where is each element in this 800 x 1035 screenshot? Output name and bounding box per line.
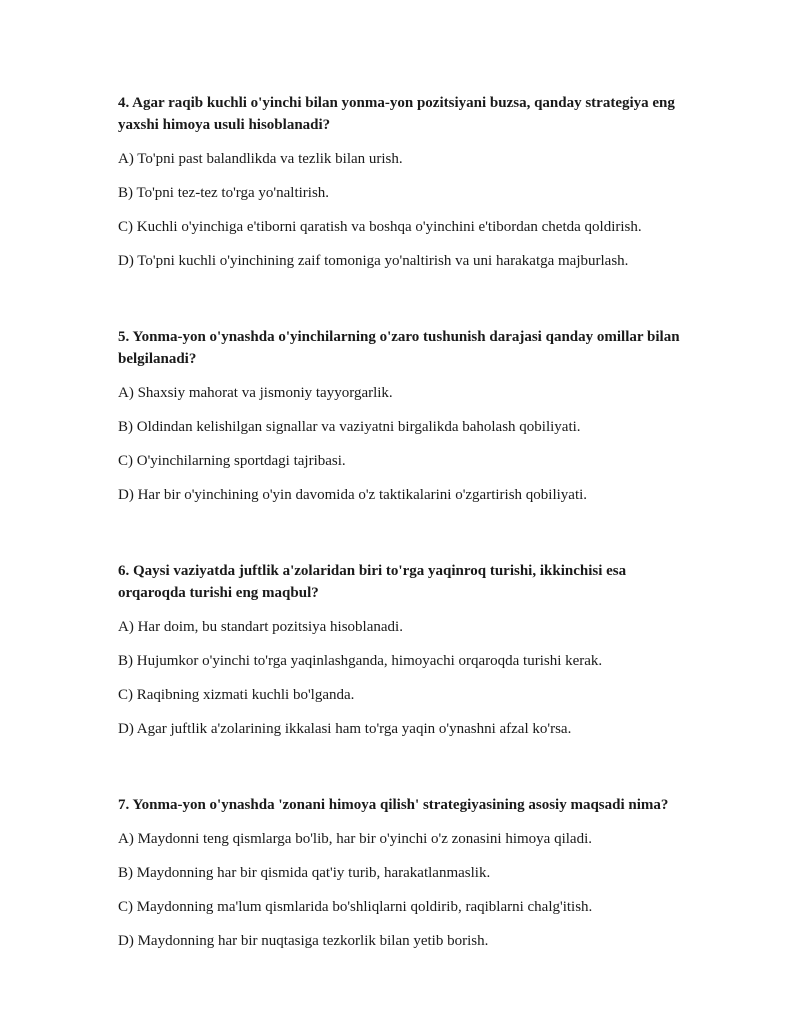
question-5 (118, 326, 688, 506)
question-4 (118, 92, 688, 272)
answer-option-b: B) Oldindan kelishilgan signallar va vaziyatni birgalikda baholash qobiliyati. (118, 419, 581, 435)
answer-option-d: D) Agar juftlik a'zolarining ikkalasi ham to'rga yaqin o'ynashni afzal ko'rsa. (118, 721, 572, 737)
answer-option-d: D) Har bir o'yinchining o'yin davomida o'z taktikalarini o'zgartirish qobiliyati. (118, 487, 588, 503)
answer-option-a: A) Har doim, bu standart pozitsiya hisoblanadi. (118, 619, 403, 635)
answer-option-b: B) To'pni tez-tez to'rga yo'naltirish. (118, 185, 330, 201)
answer-option-a: A) To'pni past balandlikda va tezlik bilan urish. (118, 151, 403, 167)
question-6 (118, 560, 688, 740)
answer-option-a: A) Maydonni teng qismlarga bo'lib, har bir o'yinchi o'z zonasini himoya qiladi. (118, 831, 592, 847)
answer-option-b: B) Maydonning har bir qismida qat'iy turib, harakatlanmaslik. (118, 865, 491, 881)
document-page (118, 92, 688, 1006)
answer-option-a: A) Shaxsiy mahorat va jismoniy tayyorgarlik. (118, 385, 393, 401)
answer-option-d: D) To'pni kuchli o'yinchining zaif tomoniga yo'naltirish va uni harakatga majburlash. (118, 253, 629, 269)
question-title: 7. Yonma-yon o'ynashda 'zonani himoya qilish' strategiyasining asosiy maqsadi nima? (118, 797, 669, 813)
answer-option-c: C) Raqibning xizmati kuchli bo'lganda. (118, 687, 355, 703)
answer-option-b: B) Hujumkor o'yinchi to'rga yaqinlashganda, himoyachi orqaroqda turishi kerak. (118, 653, 603, 669)
question-title: 4. Agar raqib kuchli o'yinchi bilan yonma-yon pozitsiyani buzsa, qanday strategiya eng yaxshi himoya usuli hisoblanadi? (118, 95, 675, 133)
answer-option-d: D) Maydonning har bir nuqtasiga tezkorlik bilan yetib borish. (118, 933, 489, 949)
answer-option-c: C) O'yinchilarning sportdagi tajribasi. (118, 453, 346, 469)
answer-option-c: C) Maydonning ma'lum qismlarida bo'shliqlarni qoldirib, raqiblarni chalg'itish. (118, 899, 593, 915)
question-7 (118, 794, 688, 952)
answer-option-c: C) Kuchli o'yinchiga e'tiborni qaratish va boshqa o'yinchini e'tibordan chetda qoldirish. (118, 219, 642, 235)
question-title: 5. Yonma-yon o'ynashda o'yinchilarning o'zaro tushunish darajasi qanday omillar bilan belgilanadi? (118, 329, 680, 367)
question-title: 6. Qaysi vaziyatda juftlik a'zolaridan biri to'rga yaqinroq turishi, ikkinchisi esa orqaroqda turishi eng maqbul? (118, 563, 627, 601)
